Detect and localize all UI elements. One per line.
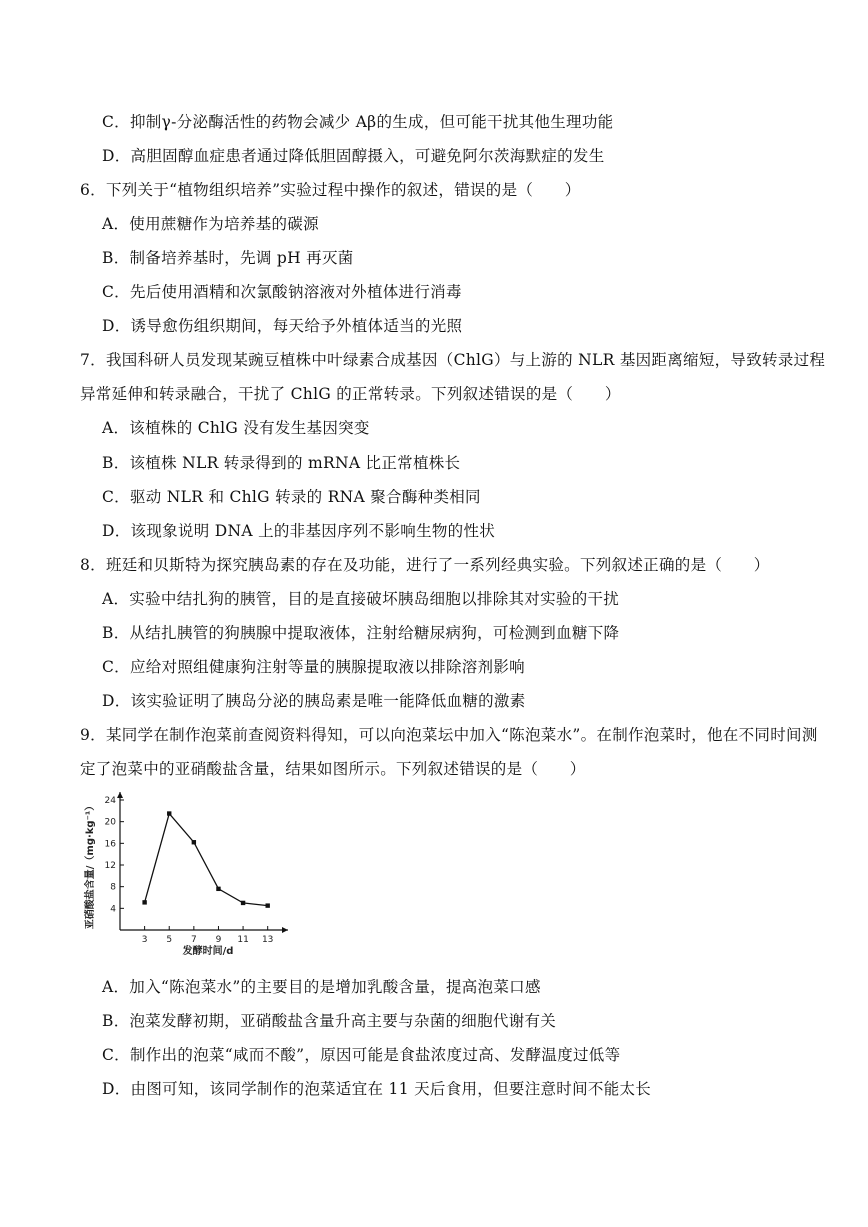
q6-option-b: B．制备培养基时，先调 pH 再灭菌 (102, 249, 354, 267)
data-point (167, 811, 171, 815)
data-point (216, 887, 220, 891)
question-8-stem: 8．班廷和贝斯特为探究胰岛素的存在及功能，进行了一系列经典实验。下列叙述正确的是（ ） (80, 556, 770, 574)
y-tick-label: 16 (104, 839, 116, 850)
x-tick-label: 5 (166, 935, 173, 945)
q5-option-c: C．抑制γ-分泌酶活性的药物会减少 Aβ的生成，但可能干扰其他生理功能 (102, 113, 614, 131)
q7-option-c: C．驱动 NLR 和 ChlG 转录的 RNA 聚合酶种类相同 (102, 488, 481, 506)
q7-option-b: B．该植株 NLR 转录得到的 mRNA 比正常植株长 (102, 454, 461, 472)
q6-option-d: D．诱导愈伤组织期间，每天给予外植体适当的光照 (102, 317, 463, 335)
question-9-stem-line2: 定了泡菜中的亚硝酸盐含量，结果如图所示。下列叙述错误的是（ ） (80, 760, 586, 778)
y-axis-arrow (117, 792, 123, 798)
x-tick-label: 13 (261, 935, 274, 945)
nitrite-content-line-chart (78, 790, 308, 960)
data-point (192, 840, 196, 844)
q8-option-a: A．实验中结扎狗的胰管，目的是直接破坏胰岛细胞以排除其对实验的干扰 (102, 590, 620, 608)
chart-x-axis-label: 发酵时间/d (182, 946, 234, 957)
question-7-stem-line2: 异常延伸和转录融合，干扰了 ChlG 的正常转录。下列叙述错误的是（ ） (80, 385, 621, 403)
y-tick-label: 24 (104, 796, 116, 806)
q8-option-c: C．应给对照组健康狗注射等量的胰腺提取液以排除溶剂影响 (102, 658, 525, 676)
q8-option-b: B．从结扎胰管的狗胰腺中提取液体，注射给糖尿病狗，可检测到血糖下降 (102, 624, 620, 642)
data-point (265, 903, 269, 907)
x-tick-label: 9 (215, 935, 222, 945)
q6-option-a: A．使用蔗糖作为培养基的碳源 (102, 215, 319, 233)
x-axis-arrow (282, 927, 288, 933)
question-6-stem: 6．下列关于“植物组织培养”实验过程中操作的叙述，错误的是（ ） (80, 181, 581, 199)
data-point (142, 900, 146, 904)
y-tick-label: 4 (110, 904, 116, 915)
q9-option-c: C．制作出的泡菜“咸而不酸”，原因可能是食盐浓度过高、发酵温度过低等 (102, 1046, 621, 1064)
q6-option-c: C．先后使用酒精和次氯酸钠溶液对外植体进行消毒 (102, 283, 462, 301)
x-tick-label: 7 (190, 935, 197, 945)
q9-option-a: A．加入“陈泡菜水”的主要目的是增加乳酸含量，提高泡菜口感 (102, 978, 541, 996)
series-line (145, 814, 268, 906)
x-tick-label: 3 (141, 935, 148, 945)
question-9-stem-line1: 9．某同学在制作泡菜前查阅资料得知，可以向泡菜坛中加入“陈泡菜水”。在制作泡菜时，他在不同时间测 (80, 726, 818, 744)
q8-option-d: D．该实验证明了胰岛分泌的胰岛素是唯一能降低血糖的激素 (102, 692, 526, 710)
y-tick-label: 12 (104, 861, 116, 871)
data-point (241, 901, 245, 905)
q7-option-d: D．该现象说明 DNA 上的非基因序列不影响生物的性状 (102, 522, 496, 540)
q5-option-d: D．高胆固醇血症患者通过降低胆固醇摄入，可避免阿尔茨海默症的发生 (102, 147, 605, 165)
q7-option-a: A．该植株的 ChlG 没有发生基因突变 (102, 419, 370, 437)
q9-option-b: B．泡菜发酵初期，亚硝酸盐含量升高主要与杂菌的细胞代谢有关 (102, 1012, 557, 1030)
chart-y-axis-label: 亚硝酸盐含量/（mg·kg⁻¹） (85, 800, 96, 930)
x-tick-label: 11 (237, 935, 249, 945)
q9-option-d: D．由图可知，该同学制作的泡菜适宜在 11 天后食用，但要注意时间不能太长 (102, 1080, 652, 1098)
question-7-stem-line1: 7．我国科研人员发现某豌豆植株中叶绿素合成基因（ChlG）与上游的 NLR 基因距离缩短，导致转录过程 (80, 351, 826, 369)
y-tick-label: 8 (110, 882, 116, 893)
y-tick-label: 20 (104, 817, 116, 828)
